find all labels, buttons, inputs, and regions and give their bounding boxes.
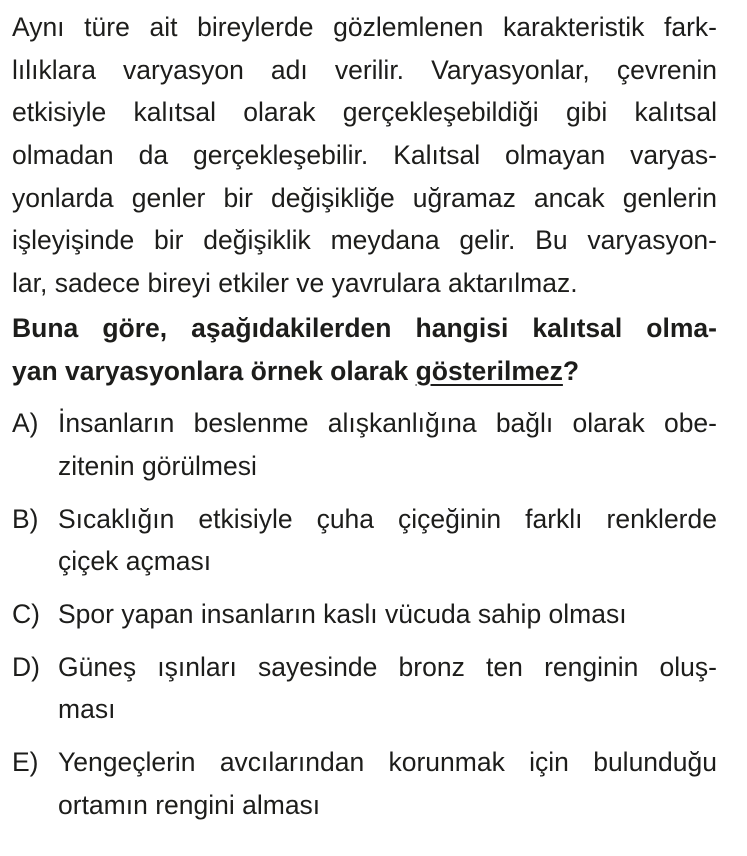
question-prefix: yan varyasyonlara örnek olarak — [12, 355, 416, 386]
option-letter: C) — [12, 598, 40, 629]
passage-line: lar, sadece bireyi etkiler ve yavrulara aktarılmaz. — [12, 268, 578, 299]
option-text-line: İnsanların beslenme alışkanlığına bağlı olarak obe- — [58, 408, 717, 439]
option-text-line: Yengeçlerin avcılarından korunmak için bulunduğu — [58, 747, 717, 777]
passage-line: etkisiyle kalıtsal olarak gerçekleşebildiği gibi kalıtsal — [12, 97, 717, 128]
option-b[interactable] — [12, 498, 717, 583]
passage-line: işleyişinde bir değişiklik meydana gelir. Bu varyasyon- — [12, 225, 717, 256]
passage-text — [12, 6, 717, 305]
passage-line: lılıklara varyasyon adı verilir. Varyasyonlar, çevrenin — [12, 54, 717, 85]
question-page — [12, 6, 717, 836]
question-line: Buna göre, aşağıdakilerden hangisi kalıtsal olma- — [12, 312, 717, 343]
question-line — [12, 350, 717, 393]
option-a[interactable] — [12, 402, 717, 487]
option-text-line: ması — [58, 694, 116, 725]
option-letter: B) — [12, 503, 39, 534]
option-d[interactable] — [12, 646, 717, 731]
passage-line: Aynı türe ait bireylerde gözlemlenen karakteristik fark- — [12, 12, 717, 42]
question-stem — [12, 307, 717, 392]
option-letter: D) — [12, 651, 40, 682]
passage-line: olmadan da gerçekleşebilir. Kalıtsal olmayan varyas- — [12, 140, 717, 171]
question-emphasis: gösterilmez — [415, 355, 563, 386]
option-letter: A) — [12, 408, 39, 439]
answer-options — [12, 402, 717, 826]
passage-line: yonlarda genler bir değişikliğe uğramaz ancak genlerin — [12, 182, 717, 213]
question-suffix: ? — [562, 355, 580, 386]
option-c[interactable] — [12, 593, 717, 636]
option-text-line: Spor yapan insanların kaslı vücuda sahip olması — [58, 598, 627, 629]
option-text-line: ortamın rengini alması — [58, 789, 321, 820]
option-e[interactable] — [12, 741, 717, 826]
option-text-line: çiçek açması — [58, 546, 212, 577]
option-text-line: Sıcaklığın etkisiyle çuha çiçeğinin farklı renklerde — [58, 503, 717, 534]
option-text-line: zitenin görülmesi — [58, 450, 257, 481]
option-letter: E) — [12, 747, 39, 777]
option-text-line: Güneş ışınları sayesinde bronz ten renginin oluş- — [58, 651, 717, 682]
